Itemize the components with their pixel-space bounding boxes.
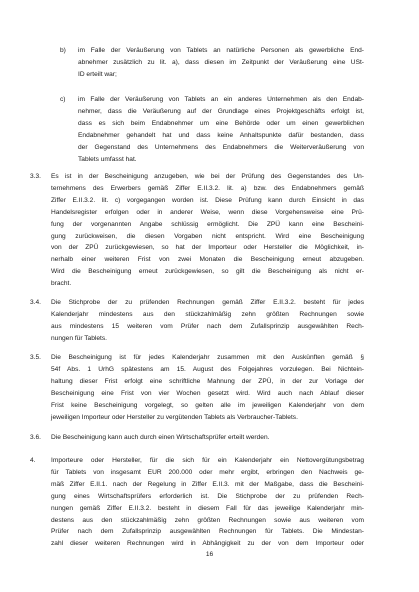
text-line: Tablets umfasst hat. [78, 155, 137, 163]
text-line: ternehmens des Erwerbers gemäß Ziffer E.II.3.2. lit. a) bzw. des Endabnehmers gemäß [51, 184, 364, 192]
text-line: haltung dieser Frist erfolgt eine schriftliche Mahnung der ZPÜ, in der zur Vorlage der [51, 377, 364, 385]
text-line: für Tablets von insgesamt EUR 200.000 oder mehr ergibt, erbringen den Nachweis ge- [51, 468, 364, 476]
text-line: Kalenderjahr mindestens aus den stückzahlmäßig zehn größten Rechnungen sowie [51, 310, 364, 318]
text-line: im Falle der Veräußerung von Tablets an ein anderes Unternehmen als den Endab- [78, 96, 364, 103]
text-line: mäß Ziffer E.II.1. nach der Regelung in Ziffer E.II.3. mit der Maßgabe, dass die Bescheini- [51, 480, 364, 488]
text-line: Importeure oder Hersteller, für die sich für ein Kalenderjahr ein Nettovergütungsbetrag [51, 457, 364, 464]
text-line: nerhalb einer weiteren Frist von zwei Monaten die Bescheinigung erneut abzugeben. [51, 256, 364, 264]
text-line: Prüfer nach dem Zufallsprinzip ausgewählten Rechnungen für Tablets. Die Mindestan- [51, 528, 364, 536]
text-line: nungen für Tablets. [51, 334, 107, 342]
text-line: bracht. [51, 280, 72, 288]
text-line: aus mindestens 15 weiteren vom Prüfer nach dem Zufallsprinzip ausgewählten Rech- [51, 322, 364, 330]
text-line: nungen gemäß Ziffer E.II.3.2. besteht in diesem Fall für das jeweilige Kalenderjahr min- [51, 504, 364, 512]
text-line: gung zurückweisen, die diesen Vorgaben nicht entspricht. Wird eine Bescheinigung [51, 232, 364, 240]
text-line: Handelsregister erfolgen oder in anderer Weise, wenn diese Vorgehensweise eine Prü- [51, 208, 364, 216]
text-line: Endabnehmer gehandelt hat und dass keine Anhaltspunkte dafür bestanden, dass [78, 131, 364, 139]
section-number-3-6: 3.6. [30, 434, 41, 441]
text-line: fung der vorgenannten Angabe schlüssig ermöglicht. Die ZPÜ kann eine Bescheini- [51, 220, 364, 228]
section-number-3-4: 3.4. [30, 299, 41, 306]
paragraph-4 [51, 455, 364, 550]
text-line: im Falle der Veräußerung von Tablets an natürliche Personen als gewerbliche End- [78, 47, 364, 54]
text-line: destens aus den stückzahlmäßig zehn größten Rechnungen sowie aus weiteren vom [51, 516, 364, 524]
page-number: 16 [205, 551, 214, 558]
section-number-4: 4. [30, 457, 36, 464]
text-line: 54f Abs. 1 UrhG spätestens am 15. August des Folgejahres vorzulegen. Bei Nichtein- [51, 365, 364, 373]
paragraph-b [78, 45, 364, 81]
text-line: jeweiligen Importeur oder Hersteller zu vergütenden Tablets als Verbraucher-Tablets. [51, 413, 298, 421]
section-number-3-5: 3.5. [30, 354, 41, 361]
text-line: der Gegenstand des Unternehmens des Endabnehmers die Weiterveräußerung von [78, 143, 364, 151]
paragraph-c [78, 94, 364, 165]
text-line: Frist keine Bescheinigung vorgelegt, so gelten alle im jeweiligen Kalenderjahr von dem [51, 401, 364, 409]
paragraph-3-6 [51, 432, 364, 444]
text-line: dass es sich beim Endabnehmer um eine Behörde oder um einen gewerblichen [78, 119, 364, 127]
text-line: Ziffer E.II.3.2. lit. c) vorgegangen worden ist. Diese Prüfung kann durch Einsicht in das [51, 196, 364, 204]
paragraph-3-3 [51, 171, 364, 290]
item-label-c: c) [60, 96, 66, 103]
text-line: Wird die Bescheinigung erneut zurückgewiesen, so gilt die Bescheinigung als nicht er- [51, 268, 364, 276]
text-line: von der ZPÜ zurückgewiesen, so hat der Importeur oder Hersteller die Möglichkeit, in- [51, 244, 364, 252]
text-line: Bescheinigung eine Frist von vier Wochen gesetzt wird. Wird auch nach Ablauf dieser [51, 389, 364, 397]
paragraph-3-4 [51, 297, 364, 345]
item-label-b: b) [60, 47, 66, 54]
text-line: nehmer, dass die Veräußerung auf der Grundlage eines Projektgeschäfts erfolgt ist, [78, 107, 364, 115]
text-line: gung eines Wirtschaftsprüfers erforderlich ist. Die Stichprobe der zu prüfenden Rech- [51, 492, 364, 500]
section-number-3-3: 3.3. [30, 173, 41, 180]
text-line: zahl dieser weiteren Rechnungen wird in Abhängigkeit zu der von dem Importeur oder [51, 540, 364, 548]
text-line: Die Bescheinigung ist für jedes Kalenderjahr zusammen mit den Auskünften gemäß § [51, 354, 364, 361]
paragraph-3-5 [51, 352, 364, 423]
text-line: Es ist in der Bescheinigung anzugeben, wie bei der Prüfung des Gegenstandes des Un- [51, 173, 364, 180]
text-line: Die Bescheinigung kann auch durch einen Wirtschaftsprüfer erteilt werden. [51, 434, 270, 441]
text-line: Die Stichprobe der zu prüfenden Rechnungen gemäß Ziffer E.II.3.2. besteht für jedes [51, 299, 364, 306]
text-line: abnehmer zusätzlich zu lit. a), dass diesen im Zeitpunkt der Veräußerung eine USt- [78, 58, 364, 66]
text-line: ID erteilt war; [78, 70, 117, 78]
